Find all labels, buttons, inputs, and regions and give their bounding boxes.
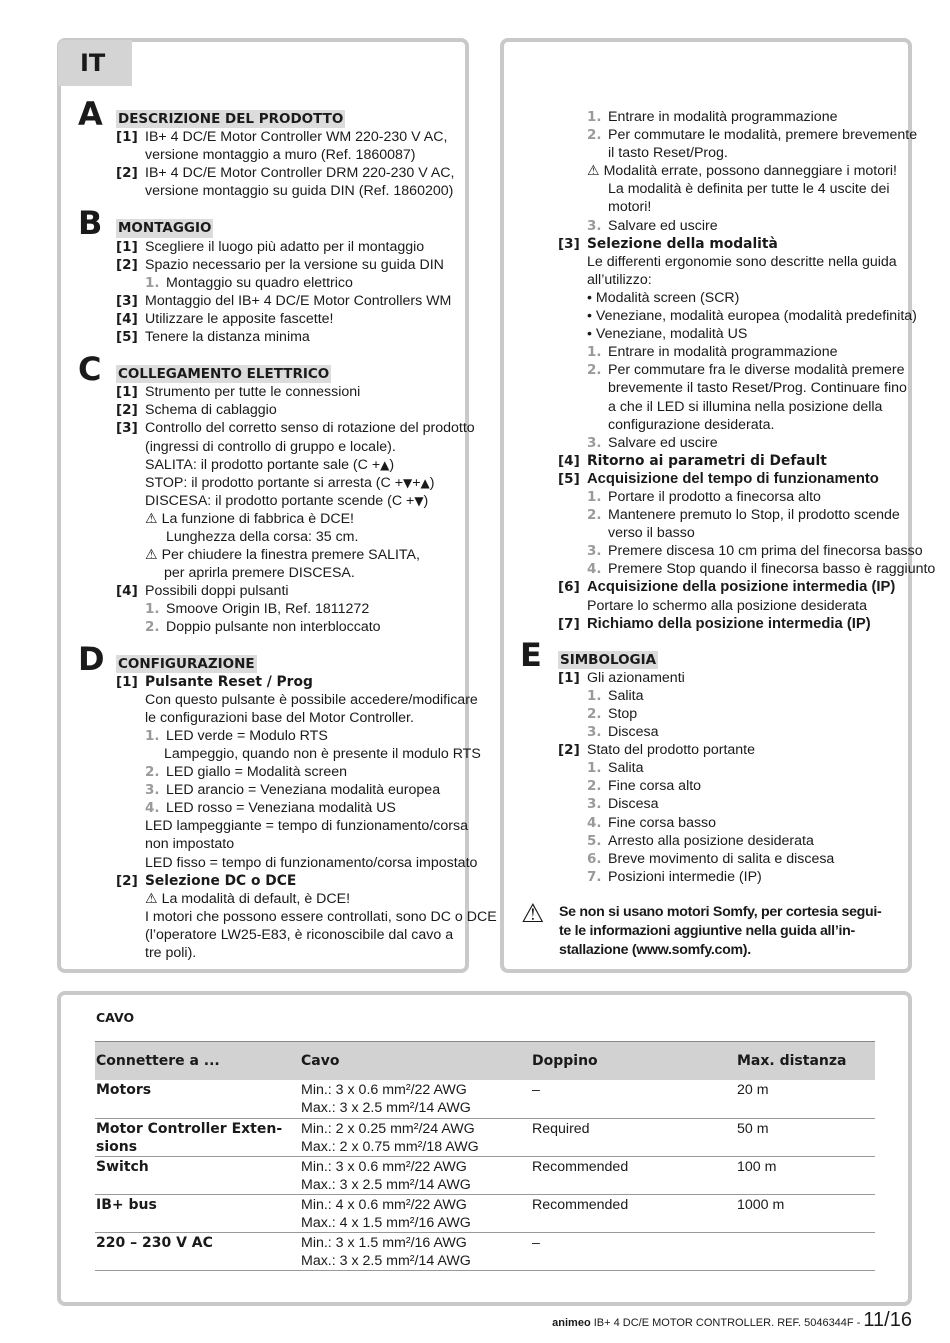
item-text: Utilizzare le apposite fascette! bbox=[145, 310, 334, 327]
item-text: tre poli). bbox=[145, 945, 197, 962]
sub-item-cont bbox=[558, 144, 903, 162]
sub-item bbox=[558, 343, 903, 361]
table-cell: 1000 m bbox=[736, 1194, 875, 1232]
sub-number: 2. bbox=[145, 764, 160, 781]
item-text: (l’operatore LW25-E83, è riconoscibile dal cavo a bbox=[145, 926, 454, 943]
sub-number: 3. bbox=[587, 217, 602, 234]
section-letter: A bbox=[78, 95, 103, 133]
section-c-header bbox=[78, 350, 461, 389]
warning-icon: ⚠ bbox=[145, 547, 158, 564]
cable-min: Min.: 3 x 1.5 mm²/16 AWG bbox=[301, 1234, 467, 1251]
item-text: La funzione di fabbrica è DCE! bbox=[161, 510, 354, 527]
warning-line bbox=[116, 546, 461, 564]
sub-item bbox=[116, 727, 461, 745]
item-text: Per chiudere la finestra premere SALITA, bbox=[161, 547, 420, 564]
item-text: LED rosso = Veneziana modalità US bbox=[166, 800, 396, 817]
sub-number: 3. bbox=[587, 796, 602, 813]
item-cont bbox=[116, 944, 461, 962]
item-cont bbox=[116, 182, 461, 200]
discesa-line: DISCESA: il prodotto portante scende (C +▼) bbox=[145, 492, 429, 509]
item bbox=[116, 383, 461, 401]
item-text: a che il LED si illumina nella posizione della bbox=[608, 398, 883, 415]
sub-item bbox=[558, 759, 903, 777]
brand-name: animeo bbox=[552, 1317, 591, 1329]
column-header: Connettere a ... bbox=[95, 1042, 300, 1081]
section-letter: C bbox=[78, 350, 102, 389]
sub-item bbox=[558, 488, 903, 506]
item bbox=[116, 310, 461, 328]
item-text: Breve movimento di salita e discesa bbox=[608, 850, 835, 867]
cable-min: Min.: 3 x 0.6 mm²/22 AWG bbox=[301, 1082, 467, 1098]
item bbox=[116, 238, 461, 256]
item-heading: Selezione della modalità bbox=[587, 235, 778, 252]
item-text: STOP: il prodotto portante si arresta (C + bbox=[145, 474, 403, 491]
item-text: versione montaggio su guida DIN (Ref. 1860200) bbox=[145, 183, 454, 200]
item-number: [5] bbox=[558, 470, 580, 487]
sub-number: 4. bbox=[587, 814, 602, 831]
table-row bbox=[95, 1118, 875, 1156]
sub-number: 3. bbox=[587, 724, 602, 741]
item-text: le configurazioni base del Motor Controller. bbox=[145, 709, 414, 726]
table-cell bbox=[736, 1232, 875, 1270]
sub-number: 2. bbox=[587, 127, 602, 144]
table-cell: – bbox=[531, 1232, 736, 1270]
item-number: [4] bbox=[116, 583, 138, 600]
item-number: [1] bbox=[116, 673, 138, 690]
table-row bbox=[95, 1194, 875, 1232]
item-cont bbox=[116, 146, 461, 164]
note-line: Se non si usano motori Somfy, per cortesia segui- bbox=[559, 904, 882, 920]
item-text: (ingressi di controllo di gruppo e locale). bbox=[145, 438, 396, 455]
item-number: [2] bbox=[116, 872, 138, 889]
item-text: Per commutare le modalità, premere brevemente bbox=[608, 127, 918, 144]
item bbox=[116, 673, 461, 691]
table-cell: Recommended bbox=[531, 1156, 736, 1194]
sub-number: 5. bbox=[587, 832, 602, 849]
item-number: [4] bbox=[558, 452, 580, 469]
item-text: LED verde = Modulo RTS bbox=[166, 727, 328, 744]
item-text: Salvare ed uscire bbox=[608, 434, 718, 451]
item bbox=[558, 615, 903, 633]
section-letter: D bbox=[78, 639, 105, 678]
sub-number: 1. bbox=[145, 601, 160, 618]
sub-item-cont bbox=[558, 379, 907, 397]
item-text: SALITA: il prodotto portante sale (C + bbox=[145, 456, 381, 473]
item bbox=[116, 256, 461, 274]
cable-max: Max.: 3 x 2.5 mm²/14 AWG bbox=[301, 1176, 471, 1193]
item-text: configurazione desiderata. bbox=[608, 416, 775, 433]
section-title: CONFIGURAZIONE bbox=[118, 655, 255, 672]
item-text: il tasto Reset/Prog. bbox=[608, 145, 728, 162]
item bbox=[558, 578, 903, 596]
sub-item bbox=[116, 600, 461, 618]
section-a-header bbox=[78, 95, 461, 133]
warning-icon: ⚠ bbox=[145, 890, 158, 907]
item-text: Arresto alla posizione desiderata bbox=[608, 832, 814, 849]
page-number: 11/16 bbox=[863, 1309, 912, 1331]
item-text: LED arancio = Veneziana modalità europea bbox=[166, 782, 441, 799]
item-text: Stato del prodotto portante bbox=[587, 742, 756, 759]
sub-number: 2. bbox=[587, 706, 602, 722]
sub-number: 1. bbox=[145, 274, 160, 291]
bullet-item bbox=[558, 325, 903, 343]
item bbox=[558, 235, 903, 253]
table-header-row bbox=[95, 1042, 875, 1081]
cable-min: Min.: 4 x 0.6 mm²/22 AWG bbox=[301, 1196, 467, 1213]
sub-number: 1. bbox=[145, 727, 160, 744]
left-column bbox=[78, 95, 497, 962]
item-text: Mantenere premuto lo Stop, il prodotto scende bbox=[608, 507, 900, 524]
section-title: SIMBOLOGIA bbox=[560, 651, 657, 668]
warning-icon: ⚠ bbox=[145, 510, 158, 527]
sub-item bbox=[558, 361, 903, 379]
item-text: Portare lo schermo alla posizione desiderata bbox=[587, 597, 867, 614]
item-text: La modalità è definita per tutte le 4 uscite dei bbox=[608, 181, 890, 198]
item-text: Portare il prodotto a finecorsa alto bbox=[608, 488, 821, 505]
item-cont bbox=[116, 854, 478, 872]
sub-number: 1. bbox=[587, 344, 602, 361]
item bbox=[116, 292, 461, 310]
column-header: Max. distanza bbox=[736, 1042, 875, 1081]
item-cont bbox=[116, 438, 461, 456]
warning-cont bbox=[116, 564, 461, 582]
salita-line: SALITA: il prodotto portante sale (C +▲) bbox=[145, 456, 395, 473]
item-text: Posizioni intermedie (IP) bbox=[608, 868, 762, 885]
table-cell bbox=[300, 1156, 531, 1194]
item-cont bbox=[116, 835, 461, 853]
sub-item bbox=[558, 832, 903, 850]
sub-number: 4. bbox=[145, 800, 160, 817]
sub-item bbox=[116, 781, 461, 799]
sub-number: 1. bbox=[587, 488, 602, 505]
item-text: brevemente il tasto Reset/Prog. Continuare fino bbox=[608, 380, 907, 397]
up-triangle-icon: ▲ bbox=[380, 457, 390, 472]
warning-icon: ⚠ bbox=[521, 899, 545, 929]
table-row bbox=[95, 1080, 875, 1118]
item-text: Smoove Origin IB, Ref. 1811272 bbox=[166, 601, 370, 618]
section-b-header bbox=[78, 204, 461, 243]
section-title: MONTAGGIO bbox=[118, 220, 212, 237]
item-heading: Acquisizione del tempo di funzionamento bbox=[587, 470, 879, 487]
note-line: te le informazioni aggiuntive nella guida all’in- bbox=[559, 923, 855, 939]
item-number: [1] bbox=[116, 238, 138, 255]
sub-item bbox=[558, 434, 903, 452]
item-text: • Modalità screen (SCR) bbox=[587, 289, 740, 306]
sub-item-cont bbox=[558, 416, 903, 434]
item-cont bbox=[116, 926, 461, 944]
item-heading: Pulsante Reset / Prog bbox=[145, 673, 313, 690]
item-text: Salvare ed uscire bbox=[608, 217, 718, 234]
table-cell bbox=[300, 1194, 531, 1232]
item-text: Strumento per tutte le connessioni bbox=[145, 384, 361, 401]
item-text: non impostato bbox=[145, 836, 235, 853]
sub-item bbox=[116, 799, 461, 817]
down-triangle-icon: ▼ bbox=[414, 493, 424, 508]
table-cell bbox=[300, 1080, 531, 1118]
sub-item bbox=[116, 763, 461, 781]
item-text: DISCESA: il prodotto portante scende (C + bbox=[145, 492, 415, 509]
bullet-item bbox=[558, 307, 917, 325]
table-row bbox=[95, 1156, 875, 1194]
item bbox=[116, 582, 461, 600]
cable-max: Max.: 2 x 0.75 mm²/18 AWG bbox=[301, 1138, 479, 1155]
table-cell bbox=[300, 1118, 531, 1156]
sub-item bbox=[558, 217, 903, 235]
item bbox=[558, 452, 903, 470]
language-tab: IT bbox=[58, 40, 132, 86]
item-text: Lunghezza della corsa: 35 cm. bbox=[166, 528, 359, 545]
item-text: LED giallo = Modalità screen bbox=[166, 764, 347, 781]
item-text: per aprirla premere DISCESA. bbox=[164, 565, 355, 582]
item-text: Lampeggio, quando non è presente il modulo RTS bbox=[164, 746, 481, 762]
item bbox=[116, 164, 461, 182]
item-text: Discesa bbox=[608, 724, 659, 741]
table-cell: 100 m bbox=[736, 1156, 875, 1194]
sub-item bbox=[558, 723, 903, 741]
item-text: Fine corsa alto bbox=[608, 778, 702, 795]
item-cont bbox=[558, 271, 903, 289]
table-cell: Required bbox=[531, 1118, 736, 1156]
item-text: versione montaggio a muro (Ref. 1860087) bbox=[145, 147, 416, 164]
item-heading: Acquisizione della posizione intermedia (IP) bbox=[587, 579, 896, 596]
sub-number: 3. bbox=[587, 543, 602, 560]
table-cell: Recommended bbox=[531, 1194, 736, 1232]
somfy-note bbox=[521, 899, 891, 960]
item-text: Le differenti ergonomie sono descritte nella guida bbox=[587, 253, 897, 270]
item-number: [3] bbox=[116, 420, 138, 437]
item-number: [3] bbox=[116, 292, 138, 309]
stop-line: STOP: il prodotto portante si arresta (C +▼+▲) bbox=[145, 474, 435, 491]
item-number: [2] bbox=[558, 742, 580, 759]
item-text: Controllo del corretto senso di rotazione del prodotto bbox=[145, 420, 475, 437]
item-number: [1] bbox=[116, 129, 138, 146]
item bbox=[558, 470, 903, 488]
sub-number: 1. bbox=[587, 760, 602, 777]
sub-item bbox=[558, 506, 903, 524]
item-text: • Veneziane, modalità US bbox=[587, 326, 748, 343]
item-number: [3] bbox=[558, 235, 580, 252]
column-header: Cavo bbox=[300, 1042, 531, 1081]
cable-max: Max.: 3 x 2.5 mm²/14 AWG bbox=[301, 1252, 471, 1269]
item-text: Scegliere il luogo più adatto per il montaggio bbox=[145, 238, 425, 255]
sub-item-cont bbox=[558, 398, 903, 416]
item-text: IB+ 4 DC/E Motor Controller DRM 220-230 V AC, bbox=[145, 165, 455, 182]
column-header: Doppino bbox=[531, 1042, 736, 1081]
cable-title: CAVO bbox=[96, 1010, 135, 1025]
item-text: Possibili doppi pulsanti bbox=[145, 583, 289, 600]
warning-line bbox=[558, 162, 903, 180]
page-footer bbox=[552, 1309, 912, 1332]
item-text: Con questo pulsante è possibile accedere/modificare bbox=[145, 691, 478, 708]
sub-number: 1. bbox=[587, 687, 602, 704]
sub-number: 2. bbox=[587, 778, 602, 795]
sub-item bbox=[558, 687, 903, 705]
item-heading: Ritorno ai parametri di Default bbox=[587, 452, 827, 469]
item-text: Modalità errate, possono danneggiare i motori! bbox=[603, 163, 897, 180]
cable-min: Min.: 3 x 0.6 mm²/22 AWG bbox=[301, 1158, 467, 1175]
warning-line bbox=[116, 510, 461, 528]
section-d-header bbox=[78, 639, 461, 678]
item-text: Montaggio su quadro elettrico bbox=[166, 274, 353, 291]
item-text: Per commutare fra le diverse modalità premere bbox=[608, 362, 905, 379]
sub-item-cont bbox=[558, 524, 903, 542]
table-cell: – bbox=[531, 1080, 736, 1118]
item-text: Salita bbox=[608, 687, 644, 704]
table-cell bbox=[300, 1232, 531, 1270]
item-cont bbox=[558, 253, 903, 271]
cable-table bbox=[95, 1041, 875, 1271]
item bbox=[116, 872, 461, 890]
warning-cont bbox=[558, 180, 903, 198]
item-text: Fine corsa basso bbox=[608, 814, 717, 831]
table-cell: Motors bbox=[95, 1080, 300, 1118]
sub-item bbox=[558, 560, 936, 578]
item-text: Montaggio del IB+ 4 DC/E Motor Controllers WM bbox=[145, 292, 452, 309]
sub-number: 3. bbox=[145, 782, 160, 799]
item-number: [5] bbox=[116, 329, 138, 346]
warning-icon: ⚠ bbox=[587, 163, 600, 180]
item-text: Premere discesa 10 cm prima del finecorsa basso bbox=[608, 543, 923, 560]
note-line: stallazione (www.somfy.com). bbox=[559, 942, 751, 958]
item-text: Entrare in modalità programmazione bbox=[608, 344, 838, 361]
sub-number: 2. bbox=[587, 507, 602, 524]
item-cont bbox=[558, 597, 903, 615]
sub-number: 1. bbox=[587, 109, 602, 125]
down-triangle-icon: ▼ bbox=[403, 475, 413, 490]
cable-min: Min.: 2 x 0.25 mm²/24 AWG bbox=[301, 1120, 475, 1137]
item-text: Entrare in modalità programmazione bbox=[608, 109, 838, 125]
sub-item bbox=[558, 126, 918, 144]
sub-item bbox=[558, 850, 903, 868]
item-cont bbox=[116, 691, 478, 709]
up-triangle-icon: ▲ bbox=[420, 475, 430, 490]
warning-cont bbox=[116, 528, 461, 546]
sub-number: 4. bbox=[587, 561, 602, 578]
table-row bbox=[95, 1232, 875, 1270]
item-heading: Richiamo della posizione intermedia (IP) bbox=[587, 615, 871, 632]
item-cont bbox=[116, 817, 468, 835]
item bbox=[558, 669, 903, 687]
sub-item bbox=[116, 618, 461, 636]
item-number: [7] bbox=[558, 615, 580, 632]
sub-number: 2. bbox=[145, 619, 160, 636]
table-cell: 50 m bbox=[736, 1118, 875, 1156]
item-text: Tenere la distanza minima bbox=[145, 329, 310, 346]
table-cell: Switch bbox=[95, 1156, 300, 1194]
item bbox=[116, 401, 461, 419]
item-text: motori! bbox=[608, 199, 652, 216]
item-text: • Veneziane, modalità europea (modalità predefinita) bbox=[587, 308, 917, 325]
table-cell: 220 – 230 V AC bbox=[95, 1232, 300, 1270]
sub-item bbox=[558, 542, 923, 560]
right-column bbox=[520, 108, 936, 886]
sub-item bbox=[558, 108, 903, 126]
item-text: I motori che possono essere controllati, sono DC o DCE bbox=[145, 908, 497, 925]
sub-number: 7. bbox=[587, 868, 602, 885]
sub-number: 6. bbox=[587, 850, 602, 867]
cable-max: Max.: 4 x 1.5 mm²/16 AWG bbox=[301, 1214, 471, 1231]
item-number: [1] bbox=[558, 669, 580, 686]
warning-line bbox=[116, 890, 461, 908]
footer-text: IB+ 4 DC/E MOTOR CONTROLLER. REF. 5046344F - bbox=[590, 1317, 864, 1329]
item bbox=[116, 128, 461, 146]
item-number: [2] bbox=[116, 165, 138, 182]
item-text: Schema di cablaggio bbox=[145, 402, 277, 419]
table-cell: Motor Controller Exten- sions bbox=[95, 1118, 300, 1156]
bullet-item bbox=[558, 289, 903, 307]
table-cell: IB+ bus bbox=[95, 1194, 300, 1232]
sub-item-cont bbox=[116, 745, 481, 763]
item bbox=[116, 419, 475, 437]
table-cell: 20 m bbox=[736, 1080, 875, 1118]
item-text: Spazio necessario per la versione su guida DIN bbox=[145, 256, 444, 273]
sub-item bbox=[558, 814, 903, 832]
section-title: COLLEGAMENTO ELETTRICO bbox=[118, 366, 330, 383]
sub-item bbox=[558, 705, 903, 723]
item-text: verso il basso bbox=[608, 525, 695, 542]
item-heading: Selezione DC o DCE bbox=[145, 872, 297, 889]
item-text: La modalità di default, è DCE! bbox=[161, 890, 351, 907]
item-number: [2] bbox=[116, 402, 138, 419]
section-title: DESCRIZIONE DEL PRODOTTO bbox=[118, 111, 344, 127]
sub-number: 3. bbox=[587, 434, 602, 451]
sub-item bbox=[116, 274, 461, 292]
sub-number: 2. bbox=[587, 362, 602, 379]
item-number: [6] bbox=[558, 579, 580, 596]
item-text: Salita bbox=[608, 760, 644, 777]
item bbox=[116, 328, 461, 346]
item-cont bbox=[116, 908, 497, 926]
sub-item bbox=[558, 795, 903, 813]
item-text: Gli azionamenti bbox=[587, 669, 685, 686]
item-number: [1] bbox=[116, 384, 138, 401]
item-text: Stop bbox=[608, 706, 638, 722]
item-text: all’utilizzo: bbox=[587, 271, 652, 288]
item-text: LED fisso = tempo di funzionamento/corsa impostato bbox=[145, 854, 478, 871]
section-e-header bbox=[520, 635, 903, 674]
item-text: IB+ 4 DC/E Motor Controller WM 220-230 V AC, bbox=[145, 129, 448, 146]
item-text: LED lampeggiante = tempo di funzionamento/corsa bbox=[145, 818, 468, 835]
section-letter: B bbox=[78, 204, 103, 243]
warning-cont bbox=[558, 198, 903, 216]
item-number: [4] bbox=[116, 310, 138, 327]
section-letter: E bbox=[520, 635, 542, 674]
item bbox=[558, 741, 903, 759]
cable-max: Max.: 3 x 2.5 mm²/14 AWG bbox=[301, 1100, 471, 1116]
item-text: Premere Stop quando il finecorsa basso è raggiunto bbox=[608, 561, 936, 578]
item-number: [2] bbox=[116, 256, 138, 273]
sub-item bbox=[558, 868, 903, 886]
sub-item bbox=[558, 777, 903, 795]
item-text: Discesa bbox=[608, 796, 659, 813]
item-text: Doppio pulsante non interbloccato bbox=[166, 619, 381, 636]
item-cont bbox=[116, 709, 461, 727]
